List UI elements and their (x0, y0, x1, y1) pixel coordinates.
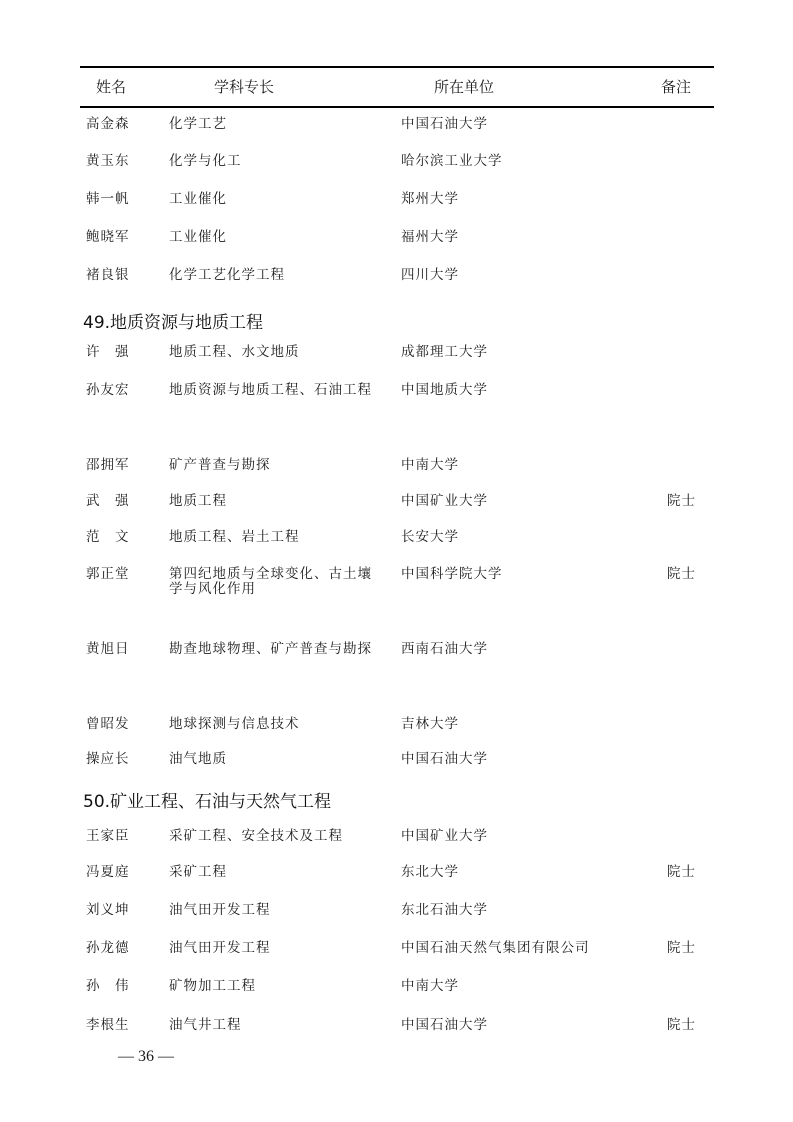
subject-specialty: 第四纪地质与全球变化、古土壤学与风化作用 (169, 566, 372, 597)
affiliation: 吉林大学 (401, 716, 459, 732)
affiliation: 中国地质大学 (401, 382, 488, 398)
remark: 院士 (667, 864, 696, 880)
page-number: — 36 — (118, 1048, 174, 1065)
affiliation: 中国石油天然气集团有限公司 (401, 940, 590, 956)
person-name: 王家臣 (86, 828, 130, 844)
affiliation: 中国石油大学 (401, 1017, 488, 1033)
person-name: 韩一帆 (86, 191, 130, 207)
affiliation: 中南大学 (401, 457, 459, 473)
section-title-mining-petroleum: 50.矿业工程、石油与天然气工程 (83, 792, 332, 812)
subject-specialty: 矿物加工工程 (169, 978, 256, 994)
affiliation: 四川大学 (401, 267, 459, 283)
subject-specialty: 油气地质 (169, 751, 227, 767)
person-name: 孙 伟 (86, 978, 130, 994)
person-name: 郭正堂 (86, 566, 130, 582)
subject-specialty: 化学与化工 (169, 153, 242, 169)
remark: 院士 (667, 566, 696, 582)
section-title-geology: 49.地质资源与地质工程 (83, 313, 264, 333)
person-name: 许 强 (86, 344, 130, 360)
remark: 院士 (667, 493, 696, 509)
subject-specialty: 工业催化 (169, 229, 227, 245)
affiliation: 成都理工大学 (401, 344, 488, 360)
subject-specialty: 工业催化 (169, 191, 227, 207)
header-note: 备注 (661, 78, 692, 96)
affiliation: 中南大学 (401, 978, 459, 994)
affiliation: 福州大学 (401, 229, 459, 245)
subject-specialty: 油气田开发工程 (169, 940, 271, 956)
subject-specialty: 油气田开发工程 (169, 902, 271, 918)
person-name: 孙龙德 (86, 940, 130, 956)
remark: 院士 (667, 940, 696, 956)
subject-specialty: 矿产普查与勘探 (169, 457, 271, 473)
affiliation: 哈尔滨工业大学 (401, 153, 503, 169)
affiliation: 中国石油大学 (401, 751, 488, 767)
subject-specialty: 化学工艺 (169, 116, 227, 132)
subject-specialty: 地质工程、水文地质 (169, 344, 300, 360)
person-name: 曾昭发 (86, 716, 130, 732)
remark: 院士 (667, 1017, 696, 1033)
person-name: 黄旭日 (86, 641, 130, 657)
header-subject: 学科专长 (214, 78, 275, 96)
affiliation: 长安大学 (401, 529, 459, 545)
person-name: 鲍晓军 (86, 229, 130, 245)
affiliation: 东北石油大学 (401, 902, 488, 918)
affiliation: 中国矿业大学 (401, 828, 488, 844)
subject-specialty: 勘查地球物理、矿产普查与勘探 (169, 641, 372, 657)
subject-specialty: 采矿工程 (169, 864, 227, 880)
header-name: 姓名 (96, 78, 127, 96)
subject-specialty: 地球探测与信息技术 (169, 716, 300, 732)
person-name: 黄玉东 (86, 153, 130, 169)
subject-specialty: 油气井工程 (169, 1017, 242, 1033)
affiliation: 郑州大学 (401, 191, 459, 207)
affiliation: 中国石油大学 (401, 116, 488, 132)
person-name: 邵拥军 (86, 457, 130, 473)
person-name: 武 强 (86, 493, 130, 509)
affiliation: 东北大学 (401, 864, 459, 880)
person-name: 操应长 (86, 751, 130, 767)
subject-specialty: 化学工艺化学工程 (169, 267, 285, 283)
subject-specialty: 地质工程、岩土工程 (169, 529, 300, 545)
person-name: 高金森 (86, 116, 130, 132)
affiliation: 中国科学院大学 (401, 566, 503, 582)
affiliation: 西南石油大学 (401, 641, 488, 657)
subject-specialty: 地质资源与地质工程、石油工程 (169, 382, 372, 398)
person-name: 范 文 (86, 529, 130, 545)
person-name: 孙友宏 (86, 382, 130, 398)
person-name: 冯夏庭 (86, 864, 130, 880)
subject-specialty: 采矿工程、安全技术及工程 (169, 828, 343, 844)
person-name: 褚良银 (86, 267, 130, 283)
person-name: 刘义坤 (86, 902, 130, 918)
affiliation: 中国矿业大学 (401, 493, 488, 509)
table-header (80, 66, 714, 108)
person-name: 李根生 (86, 1017, 130, 1033)
subject-specialty: 地质工程 (169, 493, 227, 509)
header-unit: 所在单位 (434, 78, 495, 96)
